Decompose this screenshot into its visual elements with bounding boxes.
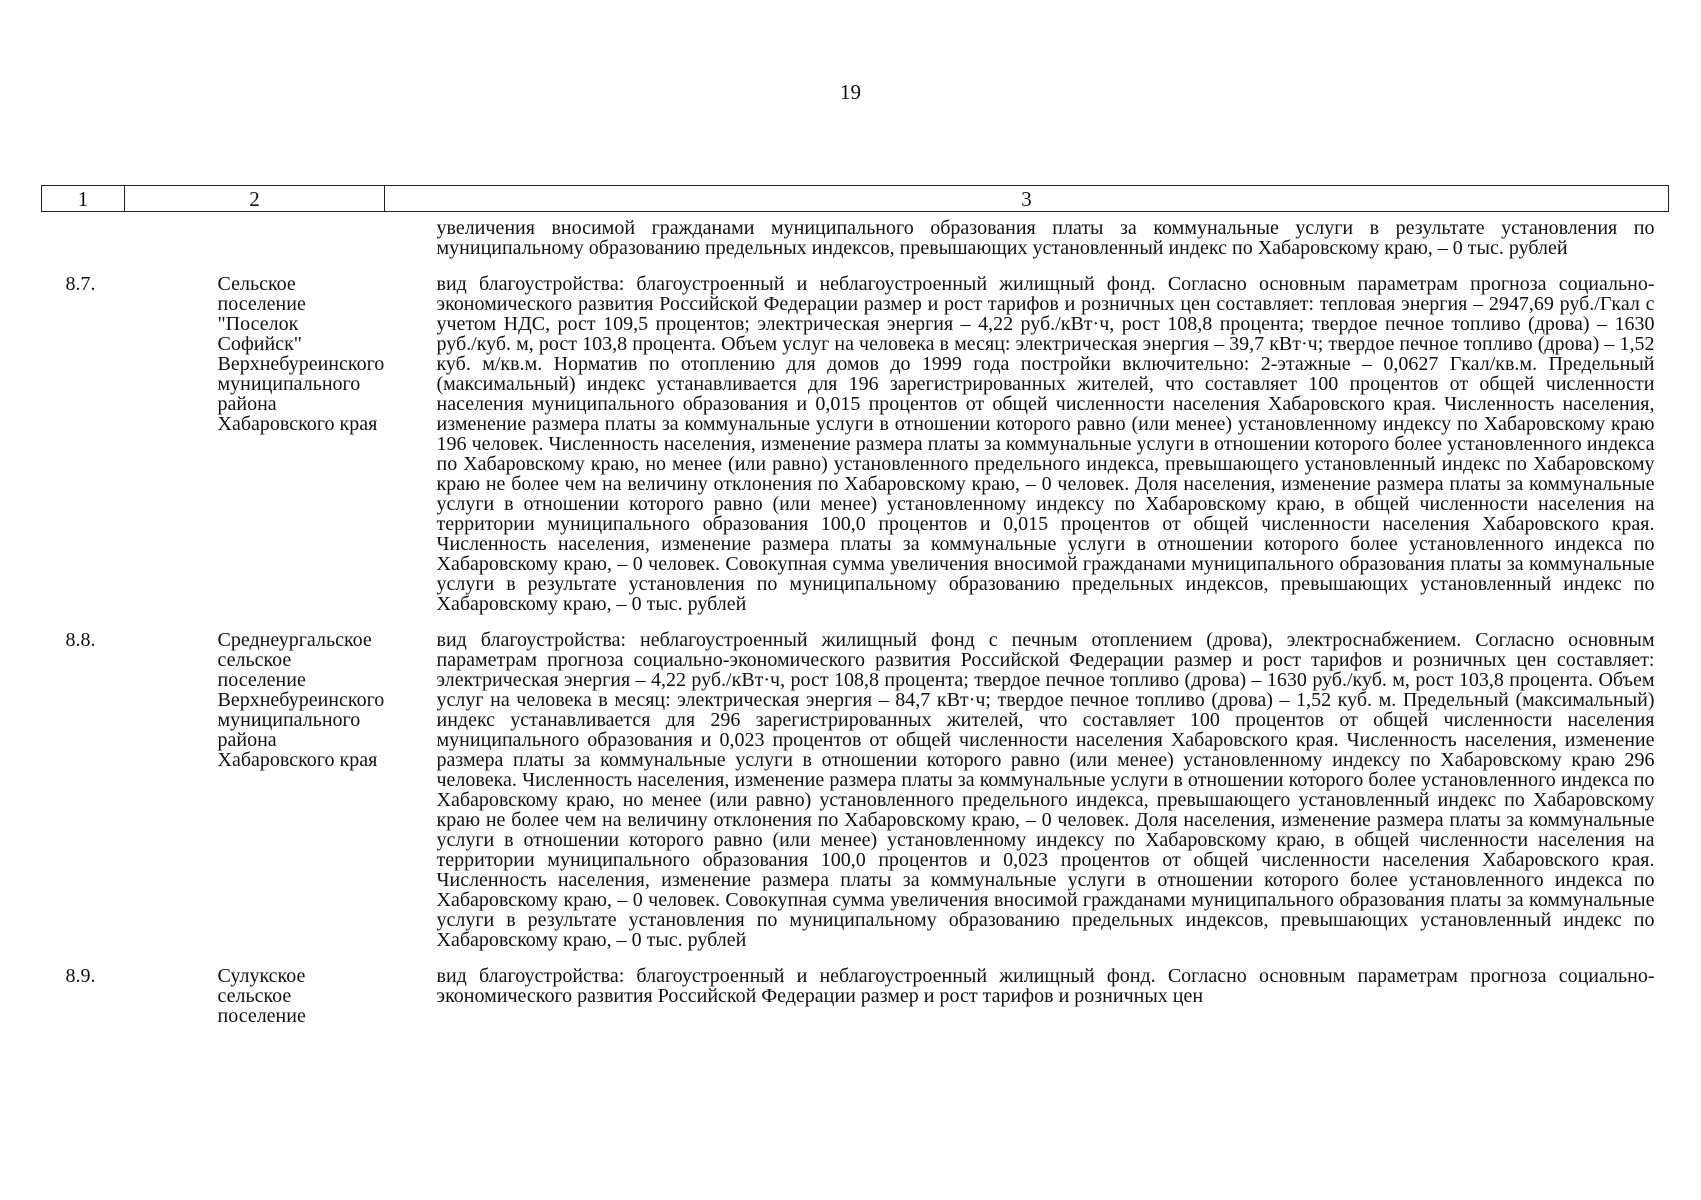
table-row-8-7 bbox=[42, 262, 1669, 618]
row-number: 8.8. bbox=[65, 629, 96, 651]
municipality-name: Сулукское сельское поселение bbox=[217, 965, 306, 1027]
row-description: вид благоустройства: неблагоустроенный жилищный фонд с печным отоплением (дрова), электроснабжением. Согласно основным параметрам прогноза социально-экономического развития Российской Федерации размер и рост тарифов и розничных цен составляет: электрическая энергия – 4,22 руб./кВт·ч, рост 108,8 процента; твердое печное топливо (дрова) – 1630 руб./куб. м, рост 103,8 процента. Объем услуг на человека в месяц: электрическая энергия – 84,7 кВт·ч; твердое печное топливо (дрова) – 1,52 куб. м. Предельный (максимальный) индекс устанавливается для 296 зарегистрированных жителей, что составляет 100 процентов от общей численности населения муниципального образования и 0,023 процентов от общей численности населения Хабаровского края. Численность населения, изменение размера платы за коммунальные услуги в отношении которого равно (или менее) установленному индексу по Хабаровскому краю 296 человека. Численность населения, изменение размера платы за коммунальные услуги в отношении которого более установленного индекса по Хабаровскому краю, но менее (или равно) установленного предельного индекса, превышающего установленный индекс по Хабаровскому краю не более чем на величину отклонения по Хабаровскому краю, – 0 человек. Доля населения, изменение размера платы за коммунальные услуги в отношении которого равно (или менее) установленному индексу по Хабаровскому краю, в общей численности населения на территории муниципального образования 100,0 процентов и 0,023 процентов от общей численности населения Хабаровского края. Численность населения, изменение размера платы за коммунальные услуги в отношении которого более установленного индекса по Хабаровскому краю, – 0 человек. Совокупная сумма увеличения вносимой гражданами муниципального образования платы за коммунальные услуги в результате установления по муниципальному образованию предельных индексов, превышающих установленный индекс по Хабаровскому краю, – 0 тыс. рублей bbox=[436, 629, 1655, 951]
column-header-3: 3 bbox=[385, 186, 1669, 212]
row-number: 8.7. bbox=[65, 273, 96, 295]
table-row-8-9 bbox=[42, 954, 1669, 1030]
table-header-row bbox=[42, 186, 1669, 212]
municipality-name: Сельское поселение "Поселок Софийск" Верхнебуреинского муниципального района Хабаровского края bbox=[217, 273, 385, 435]
row-number: 8.9. bbox=[65, 965, 96, 987]
row-number bbox=[42, 212, 125, 263]
column-header-2: 2 bbox=[125, 186, 385, 212]
table-row-continuation bbox=[42, 212, 1669, 263]
table-row-8-8 bbox=[42, 618, 1669, 954]
column-header-1: 1 bbox=[42, 186, 125, 212]
municipality-name bbox=[125, 212, 385, 263]
tariff-table bbox=[41, 185, 1669, 1030]
municipality-name: Среднеургальское сельское поселение Верхнебуреинского муниципального района Хабаровского края bbox=[217, 629, 385, 771]
row-description: вид благоустройства: благоустроенный и неблагоустроенный жилищный фонд. Согласно основным параметрам прогноза социально-экономического развития Российской Федерации размер и рост тарифов и розничных цен bbox=[436, 965, 1655, 1007]
page-number: 19 bbox=[840, 80, 861, 104]
row-description: увеличения вносимой гражданами муниципального образования платы за коммунальные услуги в результате установления по муниципальному образованию предельных индексов, превышающих установленный индекс по Хабаровскому краю, – 0 тыс. рублей bbox=[436, 217, 1655, 259]
row-description: вид благоустройства: благоустроенный и неблагоустроенный жилищный фонд. Согласно основным параметрам прогноза социально-экономического развития Российской Федерации размер и рост тарифов и розничных цен составляет: тепловая энергия – 2947,69 руб./Гкал с учетом НДС, рост 109,5 процентов; электрическая энергия – 4,22 руб./кВт·ч, рост 108,8 процента; твердое печное топливо (дрова) – 1630 руб./куб. м, рост 103,8 процента. Объем услуг на человека в месяц: электрическая энергия – 39,7 кВт·ч; твердое печное топливо (дрова) – 1,52 куб. м/кв.м. Норматив по отоплению для домов до 1999 года постройки включительно: 2-этажные – 0,0627 Гкал/кв.м. Предельный (максимальный) индекс устанавливается для 196 зарегистрированных жителей, что составляет 100 процентов от общей численности населения муниципального образования и 0,015 процентов от общей численности населения Хабаровского края. Численность населения, изменение размера платы за коммунальные услуги в отношении которого равно (или менее) установленному индексу по Хабаровскому краю 196 человек. Численность населения, изменение размера платы за коммунальные услуги в отношении которого более установленного индекса по Хабаровскому краю, но менее (или равно) установленного предельного индекса, превышающего установленный индекс по Хабаровскому краю не более чем на величину отклонения по Хабаровскому краю, – 0 человек. Доля населения, изменение размера платы за коммунальные услуги в отношении которого равно (или менее) установленному индексу по Хабаровскому краю, в общей численности населения на территории муниципального образования 100,0 процентов и 0,015 процентов от общей численности населения Хабаровского края. Численность населения, изменение размера платы за коммунальные услуги в отношении которого более установленного индекса по Хабаровскому краю, – 0 человек. Совокупная сумма увеличения вносимой гражданами муниципального образования платы за коммунальные услуги в результате установления по муниципальному образованию предельных индексов, превышающих установленный индекс по Хабаровскому краю, – 0 тыс. рублей bbox=[436, 273, 1655, 615]
